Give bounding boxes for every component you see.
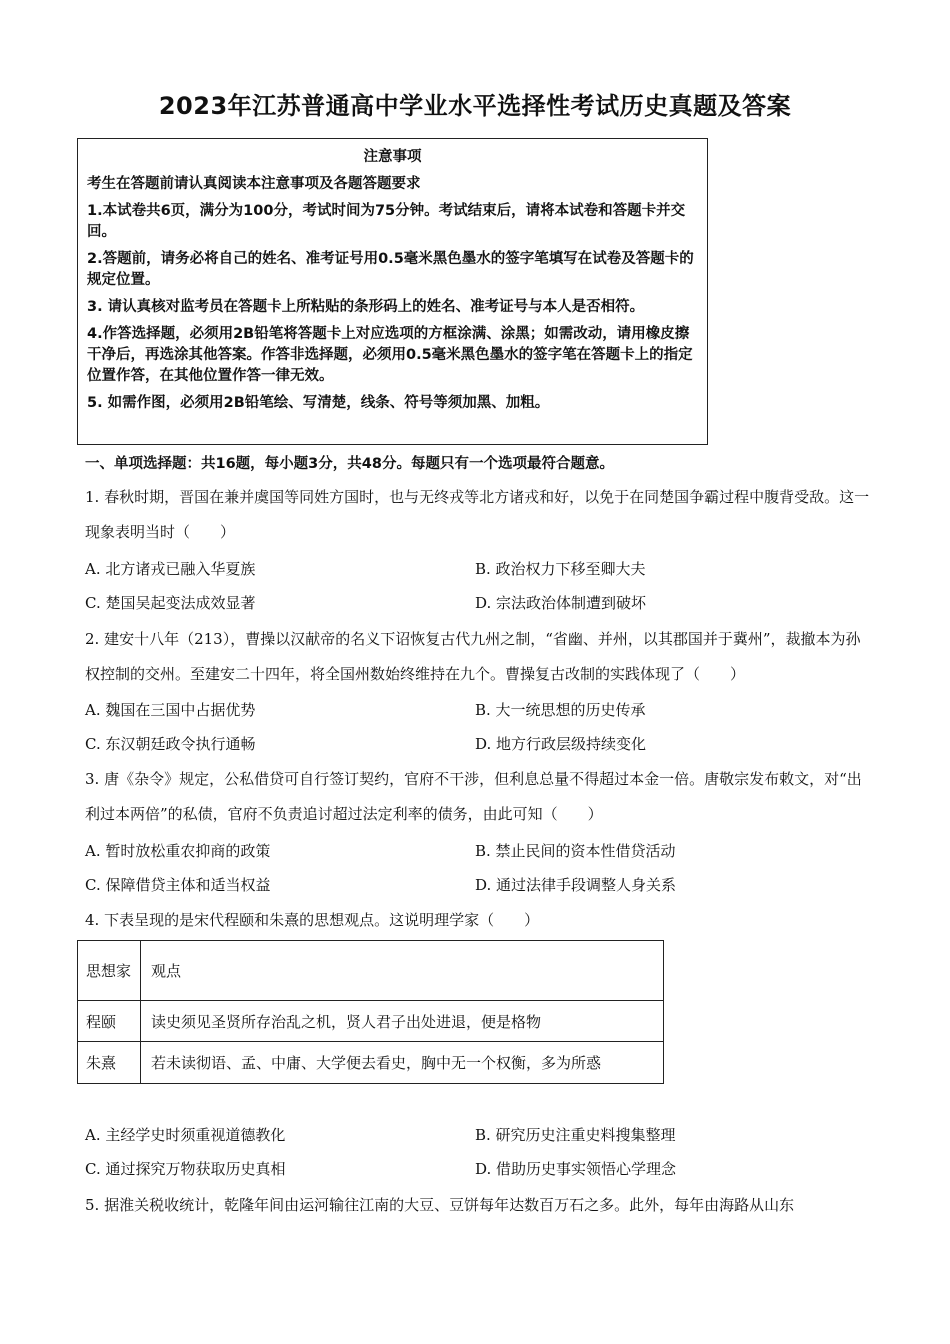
question-3-stem: 3. 唐《杂令》规定，公私借贷可自行签订契约，官府不干涉，但利息总量不得超过本金一倍。唐敬宗发布敕文，对“出利过本两倍”的私债，官府不负责追讨超过法定利率的债务，由此可知（ ） (85, 770, 862, 823)
table-header-cell: 思想家 (78, 941, 141, 1001)
section-title: 一、单项选择题：共16题，每小题3分，共48分。每题只有一个选项最符合题意。 (85, 456, 614, 472)
question-3-option-d[interactable]: D. 通过法律手段调整人身关系 (475, 876, 677, 894)
notice-box (77, 138, 708, 445)
question-1-option-a[interactable]: A. 北方诸戎已融入华夏族 (85, 560, 256, 578)
table-header-row (78, 941, 664, 1001)
question-4-table (77, 940, 664, 1084)
table-cell: 若未读彻语、孟、中庸、大学便去看史，胸中无一个权衡，多为所惑 (141, 1042, 664, 1084)
notice-line: 1.本试卷共6页，满分为100分，考试时间为75分钟。考试结束后，请将本试卷和答题卡并交回。 (87, 203, 686, 240)
table-row (78, 1001, 664, 1042)
question-3-option-a[interactable]: A. 暂时放松重农抑商的政策 (85, 842, 271, 860)
table-cell: 读史须见圣贤所存治乱之机，贤人君子出处进退，便是格物 (141, 1001, 664, 1042)
question-4-option-d[interactable]: D. 借助历史事实领悟心学理念 (475, 1160, 677, 1178)
notice-line: 3. 请认真核对监考员在答题卡上所粘贴的条形码上的姓名、准考证号与本人是否相符。 (87, 299, 645, 315)
notice-line: 4.作答选择题，必须用2B铅笔将答题卡上对应选项的方框涂满、涂黑；如需改动，请用橡皮擦干净后，再选涂其他答案。作答非选择题，必须用0.5毫米黑色墨水的签字笔在答题卡上的指定位置作答，在其他位置作答一律无效。 (87, 326, 693, 384)
question-3-option-c[interactable]: C. 保障借贷主体和适当权益 (85, 876, 271, 894)
question-4-option-c[interactable]: C. 通过探究万物获取历史真相 (85, 1160, 286, 1178)
page-title: 2023年江苏普通高中学业水平选择性考试历史真题及答案 (158, 92, 792, 120)
notice-heading: 注意事项 (363, 149, 422, 165)
question-1-stem: 1. 春秋时期，晋国在兼并虞国等同姓方国时，也与无终戎等北方诸戎和好，以免于在同楚国争霸过程中腹背受敌。这一现象表明当时（ ） (85, 488, 870, 541)
table-cell: 程颐 (78, 1001, 141, 1042)
question-4-option-a[interactable]: A. 主经学史时须重视道德教化 (85, 1126, 286, 1144)
question-1-option-d[interactable]: D. 宗法政治体制遭到破坏 (475, 594, 647, 612)
table-header-cell: 观点 (141, 941, 664, 1001)
table-cell: 朱熹 (78, 1042, 141, 1084)
notice-line: 2.答题前，请务必将自己的姓名、准考证号用0.5毫米黑色墨水的签字笔填写在试卷及答题卡的规定位置。 (87, 251, 694, 288)
question-4-option-b[interactable]: B. 研究历史注重史料搜集整理 (475, 1126, 676, 1144)
question-5-stem: 5. 据淮关税收统计，乾隆年间由运河输往江南的大豆、豆饼每年达数百万石之多。此外，每年由海路从山东 (85, 1196, 795, 1214)
question-2-option-c[interactable]: C. 东汉朝廷政令执行通畅 (85, 735, 256, 753)
table-row (78, 1042, 664, 1084)
notice-line: 5. 如需作图，必须用2B铅笔绘、写清楚，线条、符号等须加黑、加粗。 (87, 395, 550, 411)
question-2-option-a[interactable]: A. 魏国在三国中占据优势 (85, 701, 256, 719)
question-3-option-b[interactable]: B. 禁止民间的资本性借贷活动 (475, 842, 676, 860)
notice-line: 考生在答题前请认真阅读本注意事项及各题答题要求 (87, 176, 421, 192)
question-2-stem: 2. 建安十八年（213），曹操以汉献帝的名义下诏恢复古代九州之制，“省幽、并州，以其郡国并于冀州”，裁撤本为孙权控制的交州。至建安二十四年，将全国州数始终维持在九个。曹操复古改制的实践体现了（ ） (85, 630, 861, 683)
question-2-option-d[interactable]: D. 地方行政层级持续变化 (475, 735, 647, 753)
question-1-option-c[interactable]: C. 楚国吴起变法成效显著 (85, 594, 256, 612)
question-1-option-b[interactable]: B. 政治权力下移至卿大夫 (475, 560, 646, 578)
question-4-stem: 4. 下表呈现的是宋代程颐和朱熹的思想观点。这说明理学家（ ） (85, 911, 540, 929)
question-2-option-b[interactable]: B. 大一统思想的历史传承 (475, 701, 646, 719)
